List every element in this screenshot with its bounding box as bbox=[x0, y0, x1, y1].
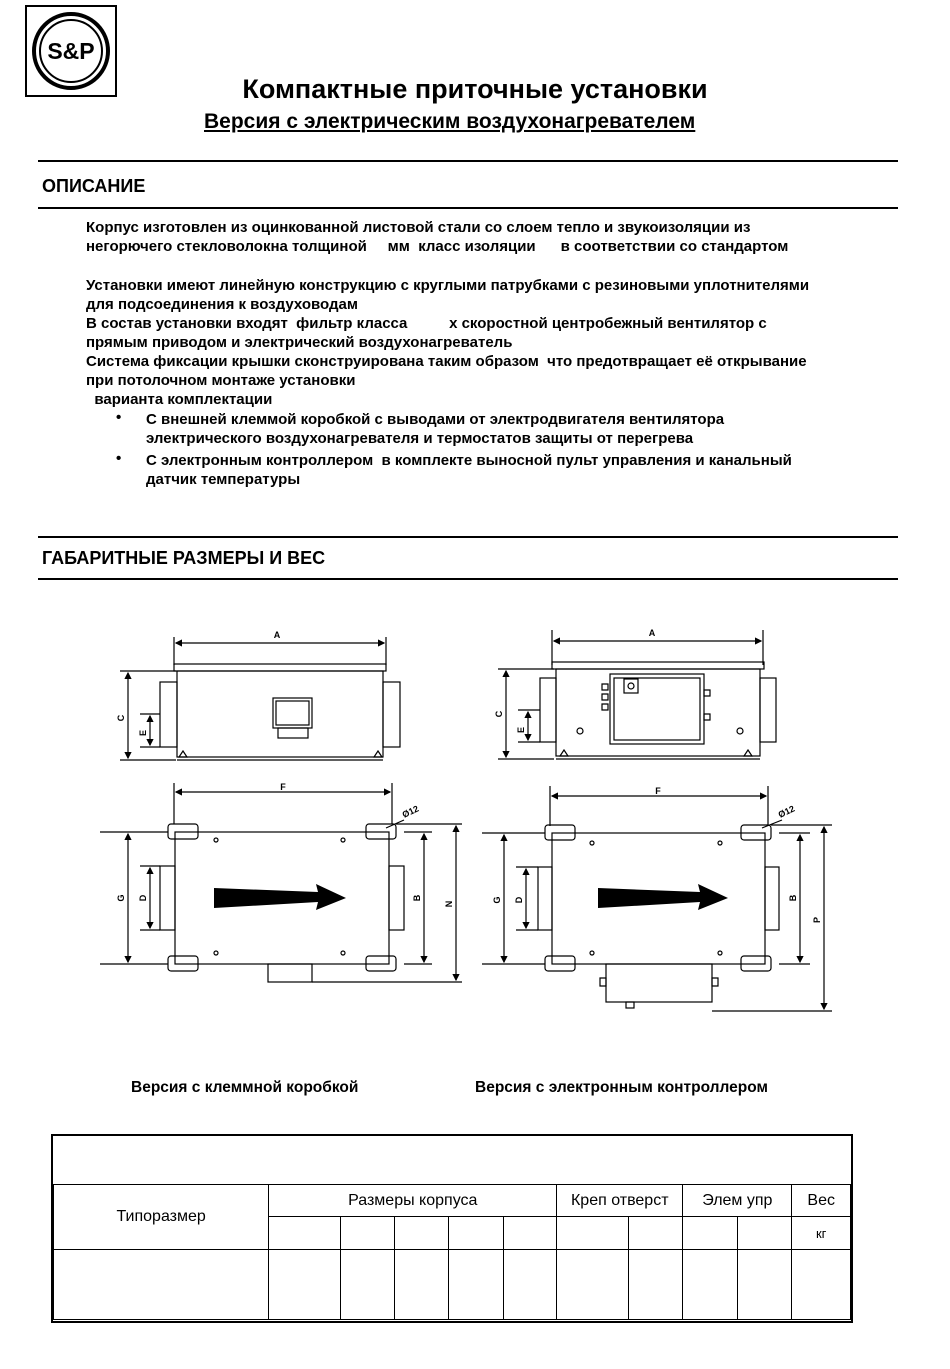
description-line: для подсоединения к воздуховодам bbox=[86, 296, 358, 313]
bullet-line: датчик температуры bbox=[146, 471, 301, 488]
dim-label-e: E bbox=[516, 726, 526, 734]
table-cell bbox=[54, 1250, 269, 1320]
table-cell bbox=[269, 1250, 340, 1320]
col-header-mounting: Креп отверст bbox=[557, 1185, 683, 1217]
col-header-body-size: Размеры корпуса bbox=[269, 1185, 557, 1217]
caption-controller-version: Версия с электронным контроллером bbox=[475, 1079, 768, 1096]
bullet-line: С внешней клеммой коробкой с выводами от электродвигателя вентилятора bbox=[146, 411, 725, 428]
bullet-icon: • bbox=[116, 450, 122, 467]
table-cell bbox=[737, 1250, 792, 1320]
bullet-line: С электронным контроллером в комплекте выносной пульт управления и канальный bbox=[146, 452, 792, 469]
description-line: Система фиксации крышки сконструирована таким образом что предотвращает её открывание bbox=[86, 353, 807, 370]
col-header-model: Типоразмер bbox=[54, 1185, 269, 1250]
dim-label-b: B bbox=[788, 894, 798, 902]
dim-label-g: G bbox=[116, 894, 126, 902]
table-cell bbox=[683, 1250, 738, 1320]
col-header-weight: Вес bbox=[792, 1185, 851, 1217]
dim-label-a: A bbox=[648, 628, 656, 638]
caption-terminal-box-version: Версия с клеммной коробкой bbox=[131, 1079, 359, 1096]
airflow-arrow-icon bbox=[598, 884, 728, 910]
divider bbox=[38, 160, 898, 162]
dim-label-f: F bbox=[280, 782, 286, 792]
description-line: прямым приводом и электрический воздухонагреватель bbox=[86, 334, 513, 351]
dimension-drawings bbox=[0, 620, 950, 1020]
table-cell bbox=[269, 1217, 340, 1250]
description-line: при потолочном монтаже установки bbox=[86, 372, 356, 389]
table-cell bbox=[628, 1217, 683, 1250]
weight-unit: кг bbox=[792, 1217, 851, 1250]
logo-text: S&P bbox=[47, 38, 95, 64]
table-cell bbox=[557, 1250, 628, 1320]
table-cell bbox=[340, 1217, 394, 1250]
dim-label-d: D bbox=[138, 894, 148, 902]
table-cell bbox=[792, 1250, 851, 1320]
page-subtitle: Версия с электрическим воздухонагревателем bbox=[204, 110, 696, 133]
table-cell bbox=[683, 1217, 738, 1250]
dim-label-hole: Ø12 bbox=[400, 803, 421, 820]
description-line: Установки имеют линейную конструкцию с круглыми патрубками с резиновыми уплотнителями bbox=[86, 277, 810, 294]
description-line: варианта комплектации bbox=[86, 391, 273, 408]
dim-label-hole: Ø12 bbox=[776, 803, 797, 820]
dim-label-b: B bbox=[412, 894, 422, 902]
table-cell bbox=[503, 1217, 556, 1250]
table-cell bbox=[628, 1250, 683, 1320]
spec-table-frame bbox=[51, 1134, 853, 1323]
spec-table bbox=[53, 1184, 851, 1320]
dim-label-c: C bbox=[494, 710, 504, 718]
airflow-arrow-icon bbox=[214, 884, 346, 910]
dim-label-p: P bbox=[812, 916, 822, 924]
bullet-icon: • bbox=[116, 409, 122, 426]
table-cell bbox=[449, 1250, 503, 1320]
table-cell bbox=[394, 1217, 448, 1250]
divider bbox=[38, 207, 898, 209]
dim-label-c: C bbox=[116, 714, 126, 722]
description-line: В состав установки входят фильтр класса х скоростной центробежный вентилятор с bbox=[86, 315, 767, 332]
description-line: негорючего стекловолокна толщиной мм класс изоляции в соответствии со стандартом bbox=[86, 238, 789, 255]
dim-label-n: N bbox=[444, 900, 454, 908]
dim-label-f: F bbox=[655, 786, 661, 796]
left-side-view bbox=[120, 637, 400, 760]
divider bbox=[38, 536, 898, 538]
table-cell bbox=[449, 1217, 503, 1250]
section-heading-dimensions: ГАБАРИТНЫЕ РАЗМЕРЫ И ВЕС bbox=[42, 548, 326, 568]
description-line: Корпус изготовлен из оцинкованной листовой стали со слоем тепло и звукоизоляции из bbox=[86, 219, 751, 236]
col-header-control: Элем упр bbox=[683, 1185, 792, 1217]
dim-label-a: A bbox=[273, 630, 281, 640]
dim-label-g: G bbox=[492, 896, 502, 904]
table-cell bbox=[503, 1250, 556, 1320]
section-heading-description: ОПИСАНИЕ bbox=[42, 176, 146, 196]
right-side-view bbox=[498, 630, 776, 759]
page-title: Компактные приточные установки bbox=[242, 74, 708, 104]
divider bbox=[38, 578, 898, 580]
table-cell bbox=[340, 1250, 394, 1320]
table-cell bbox=[557, 1217, 628, 1250]
dim-label-e: E bbox=[138, 729, 148, 737]
table-cell bbox=[737, 1217, 792, 1250]
bullet-line: электрического воздухонагревателя и термостатов защиты от перегрева bbox=[146, 430, 694, 447]
dim-label-d: D bbox=[514, 896, 524, 904]
table-cell bbox=[394, 1250, 448, 1320]
